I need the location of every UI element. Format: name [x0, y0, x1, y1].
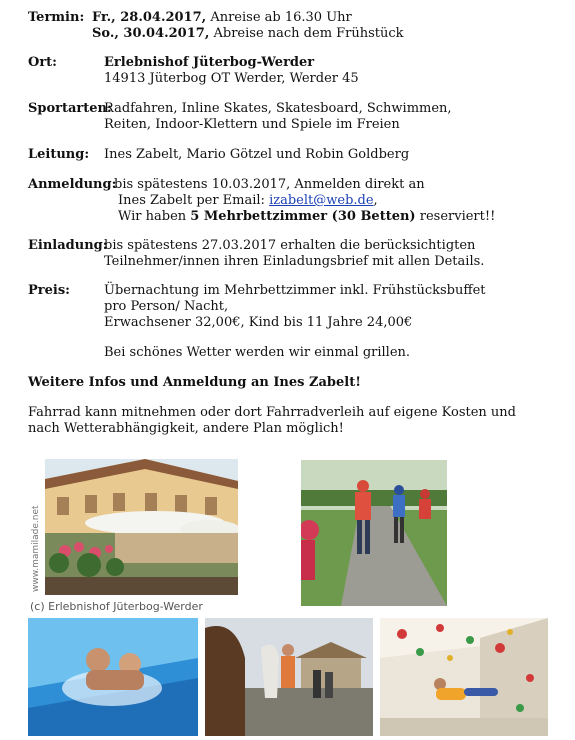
anmeldung-line-2: Ines Zabelt per Email: izabelt@web.de, [118, 193, 378, 208]
einladung-line-1: bis spätestens 27.03.2017 erhalten die berücksichtigten [104, 238, 476, 253]
farm-watermark: www.mamilade.net [31, 505, 41, 592]
termin-line-1: Fr., 28.04.2017, Anreise ab 16.30 Uhr [92, 10, 352, 25]
email-link[interactable]: izabelt@web.de [269, 193, 374, 208]
preis-label: Preis: [28, 283, 70, 298]
skaters-photo [301, 460, 447, 606]
preis-line-4: Bei schönes Wetter werden wir einmal grillen. [104, 345, 411, 360]
preis-line-3: Erwachsener 32,00€, Kind bis 11 Jahre 24,00€ [104, 315, 413, 330]
swimming-photo [28, 618, 198, 736]
ort-label: Ort: [28, 55, 57, 70]
preis-line-2: pro Person/ Nacht, [104, 299, 229, 314]
fahrrad-line-1: Fahrrad kann mitnehmen oder dort Fahrradverleih auf eigene Kosten und [28, 405, 516, 420]
termin-line-2: So., 30.04.2017, Abreise nach dem Frühstück [92, 26, 404, 41]
leitung-value: Ines Zabelt, Mario Götzel und Robin Goldberg [104, 147, 410, 162]
termin-label: Termin: [28, 10, 85, 25]
climbing-photo [380, 618, 548, 736]
leitung-label: Leitung: [28, 147, 90, 162]
horses-photo [205, 618, 373, 736]
farm-photo-credit: (c) Erlebnishof Jüterbog-Werder [30, 600, 203, 613]
preis-line-1: Übernachtung im Mehrbettzimmer inkl. Frühstücksbuffet [104, 283, 486, 298]
fahrrad-line-2: nach Wetterabhängigkeit, andere Plan möglich! [28, 421, 344, 436]
sportarten-line-2: Reiten, Indoor-Klettern und Spiele im Freien [104, 117, 400, 132]
ort-address: 14913 Jüterbog OT Werder, Werder 45 [104, 71, 359, 86]
sportarten-line-1: Radfahren, Inline Skates, Skatesboard, Schwimmen, [104, 101, 452, 116]
anmeldung-label: Anmeldung: [28, 177, 117, 192]
einladung-label: Einladung: [28, 238, 108, 253]
anmeldung-line-1: bis spätestens 10.03.2017, Anmelden direkt an [114, 177, 425, 192]
sportarten-label: Sportarten: [28, 101, 112, 116]
weitere-infos: Weitere Infos und Anmeldung an Ines Zabelt! [28, 375, 361, 390]
ort-name: Erlebnishof Jüterbog-Werder [104, 55, 315, 70]
farm-photo [45, 459, 238, 595]
anmeldung-line-3: Wir haben 5 Mehrbettzimmer (30 Betten) reserviert!! [118, 209, 496, 224]
einladung-line-2: Teilnehmer/innen ihren Einladungsbrief mit allen Details. [104, 254, 485, 269]
